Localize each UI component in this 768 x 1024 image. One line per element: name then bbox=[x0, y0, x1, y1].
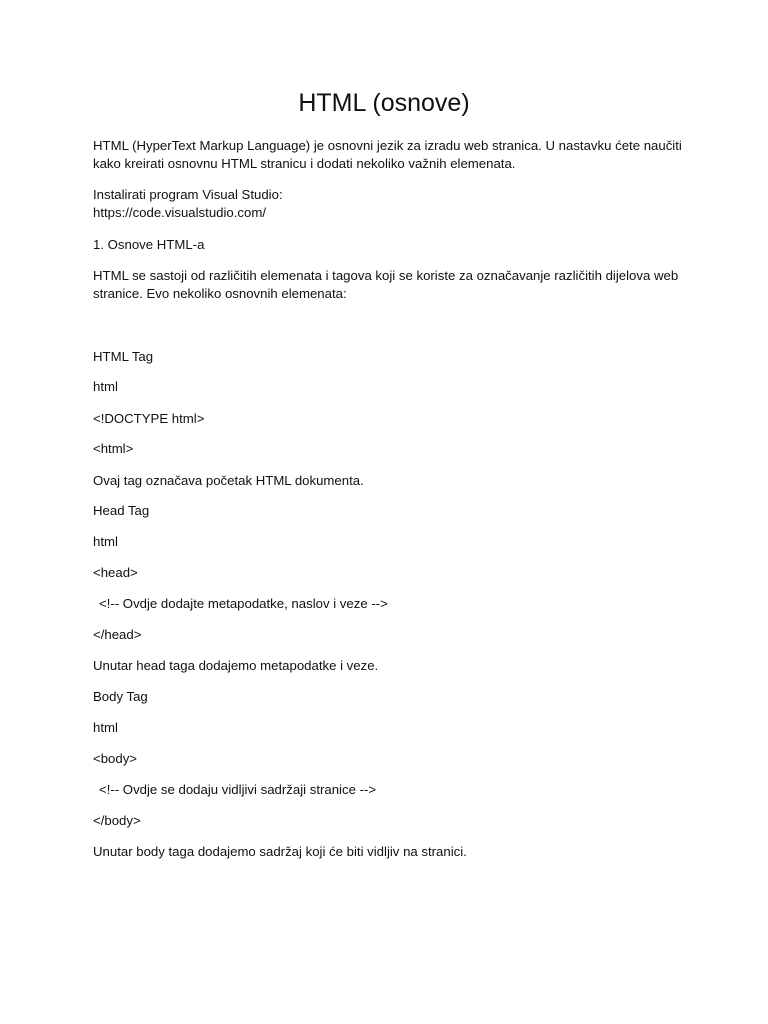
section1-heading: 1. Osnove HTML-a bbox=[93, 237, 205, 252]
body-tag-lang: html bbox=[93, 720, 118, 735]
section1-line-1: HTML se sastoji od različitih elemenata i tagova koji se koriste za označavanje različitih dijelova web bbox=[93, 268, 679, 283]
html-tag-lang: html bbox=[93, 379, 118, 394]
head-tag-desc: Unutar head taga dodajemo metapodatke i veze. bbox=[93, 658, 379, 673]
install-link: https://code.visualstudio.com/ bbox=[93, 205, 266, 220]
head-tag-lang: html bbox=[93, 534, 118, 549]
body-tag-code-1: <body> bbox=[93, 751, 137, 766]
section1-line-2: stranice. Evo nekoliko osnovnih elemenata: bbox=[93, 286, 347, 301]
intro-line-2: kako kreirati osnovnu HTML stranicu i dodati nekoliko važnih elemenata. bbox=[93, 156, 516, 171]
body-tag-code-3: </body> bbox=[93, 813, 141, 828]
head-tag-code-1: <head> bbox=[93, 565, 138, 580]
body-tag-desc: Unutar body taga dodajemo sadržaj koji će biti vidljiv na stranici. bbox=[93, 844, 467, 859]
html-tag-heading: HTML Tag bbox=[93, 349, 154, 364]
head-tag-code-2: <!-- Ovdje dodajte metapodatke, naslov i veze --> bbox=[99, 596, 388, 611]
body-tag-heading: Body Tag bbox=[93, 689, 148, 704]
html-tag-desc: Ovaj tag označava početak HTML dokumenta. bbox=[93, 473, 364, 488]
intro-line-1: HTML (HyperText Markup Language) je osnovni jezik za izradu web stranica. U nastavku ćete naučiti bbox=[93, 138, 682, 153]
install-line-1: Instalirati program Visual Studio: bbox=[93, 187, 283, 202]
body-tag-code-2: <!-- Ovdje se dodaju vidljivi sadržaji stranice --> bbox=[99, 782, 377, 797]
head-tag-code-3: </head> bbox=[93, 627, 142, 642]
html-tag-code-2: <html> bbox=[93, 441, 134, 456]
page-title: HTML (osnove) bbox=[298, 89, 470, 117]
head-tag-heading: Head Tag bbox=[93, 503, 150, 518]
html-tag-code-1: <!DOCTYPE html> bbox=[93, 411, 205, 426]
